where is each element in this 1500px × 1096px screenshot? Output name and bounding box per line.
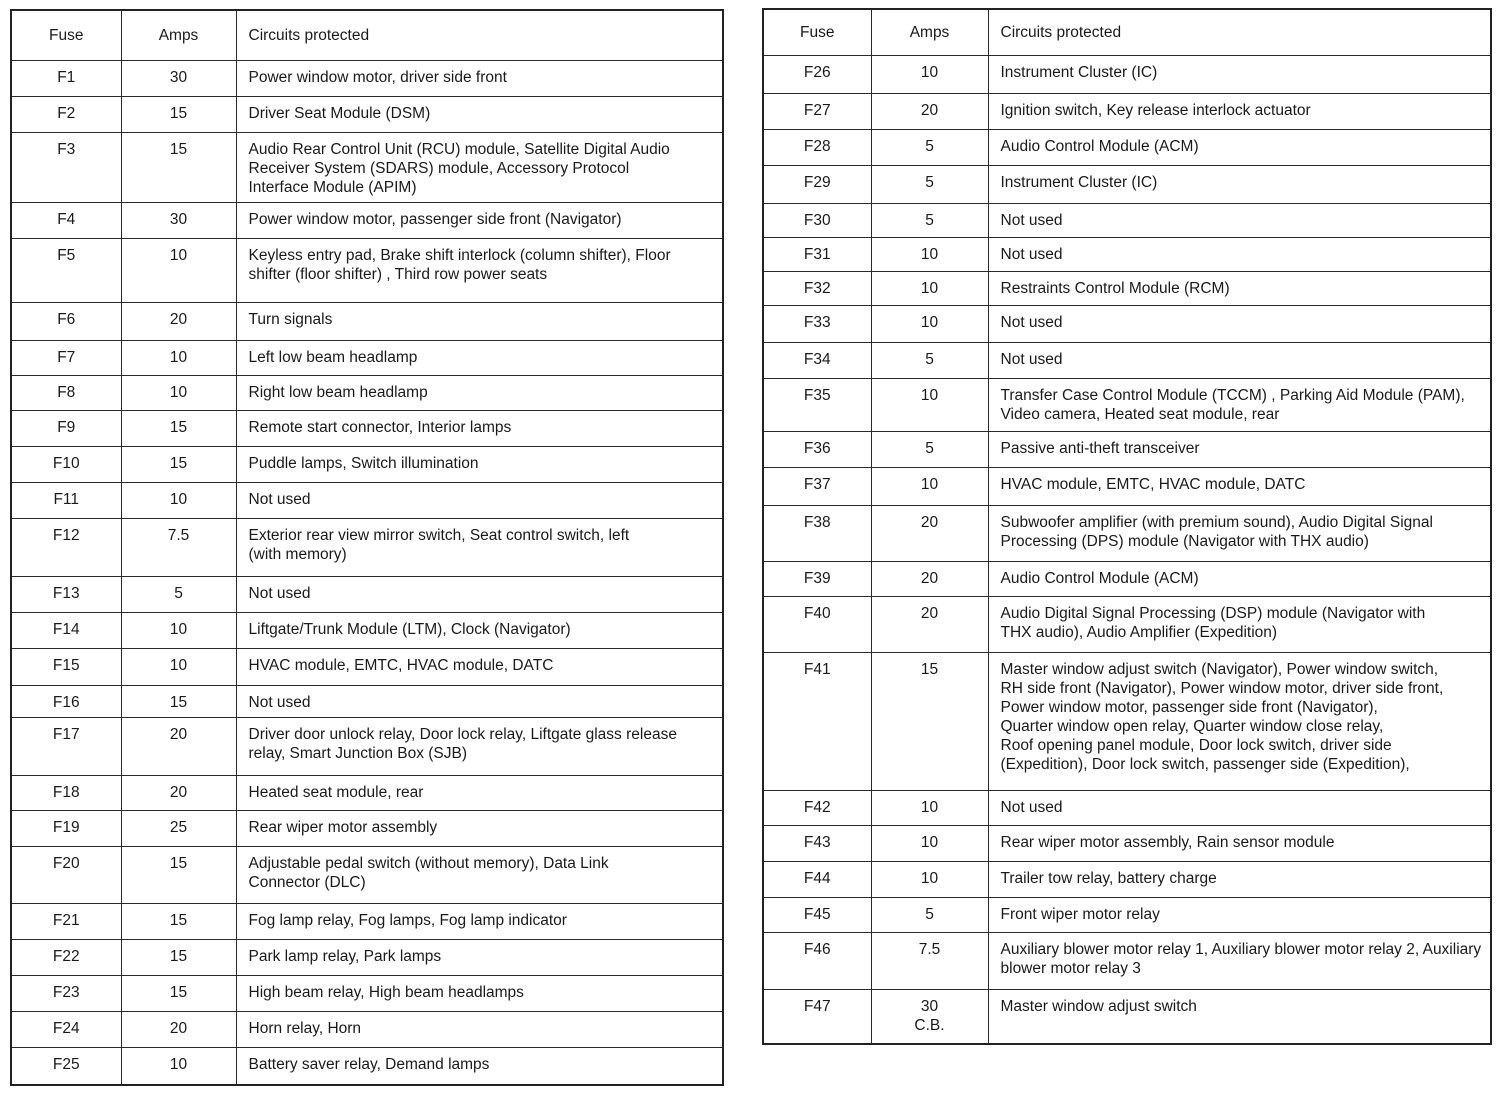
circuits-cell: Adjustable pedal switch (without memory), Data Link Connector (DLC) (236, 846, 723, 903)
amps-cell: 15 (121, 903, 236, 939)
header-circuits: Circuits protected (988, 9, 1491, 55)
table-row (11, 775, 723, 810)
amps-cell: 10 (871, 271, 988, 305)
circuits-cell: Audio Control Module (ACM) (988, 129, 1491, 165)
table-row (11, 482, 723, 518)
amps-cell: 30 (121, 202, 236, 238)
fuse-cell: F36 (763, 431, 871, 467)
fuse-cell: F14 (11, 612, 121, 648)
table-row (763, 652, 1491, 790)
circuits-cell: Ignition switch, Key release interlock actuator (988, 93, 1491, 129)
circuits-cell: Not used (988, 342, 1491, 378)
table-row (763, 342, 1491, 378)
circuits-cell: Auxiliary blower motor relay 1, Auxiliary blower motor relay 2, Auxiliary blower motor relay 3 (988, 932, 1491, 989)
fuse-cell: F22 (11, 939, 121, 975)
amps-cell: 20 (871, 561, 988, 596)
amps-cell: 15 (121, 846, 236, 903)
table-row (763, 825, 1491, 861)
amps-cell: 20 (121, 1011, 236, 1047)
amps-cell: 10 (871, 305, 988, 342)
fuse-cell: F24 (11, 1011, 121, 1047)
table-row (763, 237, 1491, 271)
table-row (11, 975, 723, 1011)
fuse-cell: F47 (763, 989, 871, 1044)
amps-cell: 20 (121, 717, 236, 775)
amps-cell: 10 (871, 237, 988, 271)
fuse-cell: F42 (763, 790, 871, 825)
amps-cell: 10 (121, 238, 236, 302)
amps-cell: 7.5 (121, 518, 236, 576)
fuse-cell: F19 (11, 810, 121, 846)
circuits-cell: Restraints Control Module (RCM) (988, 271, 1491, 305)
amps-cell: 5 (871, 897, 988, 932)
circuits-cell: Transfer Case Control Module (TCCM) , Parking Aid Module (PAM), Video camera, Heated seat module, rear (988, 378, 1491, 431)
table-row (11, 410, 723, 446)
circuits-cell: Park lamp relay, Park lamps (236, 939, 723, 975)
circuits-cell: Passive anti-theft transceiver (988, 431, 1491, 467)
table-row (11, 60, 723, 96)
fuse-cell: F15 (11, 648, 121, 685)
amps-cell: 10 (871, 790, 988, 825)
circuits-cell: Rear wiper motor assembly (236, 810, 723, 846)
fuse-cell: F3 (11, 132, 121, 202)
fuse-cell: F7 (11, 340, 121, 375)
circuits-cell: Remote start connector, Interior lamps (236, 410, 723, 446)
amps-cell: 5 (871, 342, 988, 378)
fuse-cell: F18 (11, 775, 121, 810)
fuse-cell: F25 (11, 1047, 121, 1085)
circuits-cell: Exterior rear view mirror switch, Seat control switch, left (with memory) (236, 518, 723, 576)
circuits-cell: Driver door unlock relay, Door lock relay, Liftgate glass release relay, Smart Junction Box (SJB) (236, 717, 723, 775)
circuits-cell: Left low beam headlamp (236, 340, 723, 375)
amps-cell: 10 (121, 482, 236, 518)
circuits-cell: Turn signals (236, 302, 723, 340)
circuits-cell: Driver Seat Module (DSM) (236, 96, 723, 132)
fuse-table-right (762, 8, 1492, 1045)
circuits-cell: Audio Control Module (ACM) (988, 561, 1491, 596)
circuits-cell: Not used (988, 305, 1491, 342)
amps-cell: 10 (121, 340, 236, 375)
amps-cell: 5 (871, 203, 988, 237)
circuits-cell: Front wiper motor relay (988, 897, 1491, 932)
amps-cell: 10 (871, 467, 988, 505)
table-row (11, 375, 723, 410)
amps-cell: 25 (121, 810, 236, 846)
table-row (763, 861, 1491, 897)
circuits-cell: Subwoofer amplifier (with premium sound), Audio Digital Signal Processing (DPS) module (Navigator with THX audio) (988, 505, 1491, 561)
table-row (11, 612, 723, 648)
fuse-cell: F45 (763, 897, 871, 932)
circuits-cell: Puddle lamps, Switch illumination (236, 446, 723, 482)
amps-cell: 10 (121, 648, 236, 685)
circuits-cell: HVAC module, EMTC, HVAC module, DATC (988, 467, 1491, 505)
table-row (11, 1047, 723, 1085)
fuse-cell: F38 (763, 505, 871, 561)
table-row (11, 648, 723, 685)
table-row (763, 561, 1491, 596)
fuse-cell: F43 (763, 825, 871, 861)
amps-cell: 5 (871, 165, 988, 203)
circuits-cell: Battery saver relay, Demand lamps (236, 1047, 723, 1085)
table-row (11, 903, 723, 939)
table-row (11, 518, 723, 576)
fuse-cell: F40 (763, 596, 871, 652)
fuse-table-left (10, 9, 724, 1086)
amps-cell: 7.5 (871, 932, 988, 989)
circuits-cell: Not used (236, 576, 723, 612)
header-fuse: Fuse (11, 10, 121, 60)
circuits-cell: Right low beam headlamp (236, 375, 723, 410)
fuse-cell: F34 (763, 342, 871, 378)
circuits-cell: Instrument Cluster (IC) (988, 165, 1491, 203)
table-row (11, 238, 723, 302)
header-amps: Amps (121, 10, 236, 60)
fuse-cell: F6 (11, 302, 121, 340)
table-row (763, 989, 1491, 1044)
fuse-cell: F12 (11, 518, 121, 576)
fuse-cell: F17 (11, 717, 121, 775)
fuse-cell: F44 (763, 861, 871, 897)
circuits-cell: Master window adjust switch (988, 989, 1491, 1044)
amps-cell: 10 (121, 1047, 236, 1085)
amps-cell: 10 (871, 861, 988, 897)
table-row (763, 897, 1491, 932)
fuse-cell: F20 (11, 846, 121, 903)
table-row (11, 810, 723, 846)
circuits-cell: Horn relay, Horn (236, 1011, 723, 1047)
circuits-cell: Keyless entry pad, Brake shift interlock (column shifter), Floor shifter (floor shifter) , Third row power seats (236, 238, 723, 302)
fuse-cell: F21 (11, 903, 121, 939)
table-row (763, 932, 1491, 989)
circuits-cell: Power window motor, driver side front (236, 60, 723, 96)
table-header-row (763, 9, 1491, 55)
amps-cell: 15 (121, 975, 236, 1011)
circuits-cell: Audio Rear Control Unit (RCU) module, Satellite Digital Audio Receiver System (SDARS) module, Accessory Protocol Interface Module (APIM) (236, 132, 723, 202)
circuits-cell: High beam relay, High beam headlamps (236, 975, 723, 1011)
table-row (11, 685, 723, 717)
amps-cell: 20 (121, 302, 236, 340)
fuse-cell: F4 (11, 202, 121, 238)
amps-cell: 30 C.B. (871, 989, 988, 1044)
table-row (763, 378, 1491, 431)
table-row (11, 939, 723, 975)
table-row (763, 431, 1491, 467)
amps-cell: 10 (121, 612, 236, 648)
amps-cell: 20 (871, 93, 988, 129)
fuse-cell: F31 (763, 237, 871, 271)
table-row (11, 340, 723, 375)
fuse-cell: F30 (763, 203, 871, 237)
circuits-cell: Liftgate/Trunk Module (LTM), Clock (Navigator) (236, 612, 723, 648)
circuits-cell: Not used (988, 237, 1491, 271)
amps-cell: 20 (871, 596, 988, 652)
table-row (11, 846, 723, 903)
table-row (11, 202, 723, 238)
header-circuits: Circuits protected (236, 10, 723, 60)
circuits-cell: Not used (988, 203, 1491, 237)
circuits-cell: Heated seat module, rear (236, 775, 723, 810)
amps-cell: 10 (871, 378, 988, 431)
fuse-cell: F28 (763, 129, 871, 165)
circuits-cell: Master window adjust switch (Navigator), Power window switch, RH side front (Navigator), Power window motor, driver side front, Power window motor, passenger side front (Navigator), Quarter window open relay, Quarter window close relay, Roof opening panel module, Door lock switch, driver side (Expedition), Door lock switch, passenger side (Expedition), (988, 652, 1491, 790)
amps-cell: 15 (121, 939, 236, 975)
circuits-cell: Power window motor, passenger side front (Navigator) (236, 202, 723, 238)
fuse-cell: F39 (763, 561, 871, 596)
table-row (11, 576, 723, 612)
amps-cell: 10 (871, 825, 988, 861)
amps-cell: 15 (121, 132, 236, 202)
table-row (11, 446, 723, 482)
fuse-cell: F37 (763, 467, 871, 505)
table-row (11, 302, 723, 340)
fuse-cell: F29 (763, 165, 871, 203)
circuits-cell: Instrument Cluster (IC) (988, 55, 1491, 93)
header-fuse: Fuse (763, 9, 871, 55)
table-row (763, 203, 1491, 237)
amps-cell: 30 (121, 60, 236, 96)
fuse-cell: F33 (763, 305, 871, 342)
fuse-cell: F35 (763, 378, 871, 431)
fuse-cell: F5 (11, 238, 121, 302)
amps-cell: 15 (121, 446, 236, 482)
table-row (763, 596, 1491, 652)
table-row (763, 305, 1491, 342)
fuse-cell: F41 (763, 652, 871, 790)
fuse-cell: F13 (11, 576, 121, 612)
amps-cell: 15 (121, 96, 236, 132)
fuse-cell: F10 (11, 446, 121, 482)
amps-cell: 5 (121, 576, 236, 612)
circuits-cell: Not used (236, 685, 723, 717)
fuse-cell: F9 (11, 410, 121, 446)
circuits-cell: Not used (236, 482, 723, 518)
table-header-row (11, 10, 723, 60)
amps-cell: 15 (121, 410, 236, 446)
circuits-cell: Trailer tow relay, battery charge (988, 861, 1491, 897)
fuse-cell: F27 (763, 93, 871, 129)
circuits-cell: Fog lamp relay, Fog lamps, Fog lamp indicator (236, 903, 723, 939)
amps-cell: 5 (871, 129, 988, 165)
table-row (763, 129, 1491, 165)
amps-cell: 20 (871, 505, 988, 561)
table-row (11, 1011, 723, 1047)
header-amps: Amps (871, 9, 988, 55)
fuse-cell: F2 (11, 96, 121, 132)
circuits-cell: Audio Digital Signal Processing (DSP) module (Navigator with THX audio), Audio Amplifier (Expedition) (988, 596, 1491, 652)
fuse-cell: F46 (763, 932, 871, 989)
table-row (763, 467, 1491, 505)
circuits-cell: Rear wiper motor assembly, Rain sensor module (988, 825, 1491, 861)
amps-cell: 15 (871, 652, 988, 790)
table-row (11, 96, 723, 132)
amps-cell: 10 (871, 55, 988, 93)
fuse-cell: F32 (763, 271, 871, 305)
amps-cell: 10 (121, 375, 236, 410)
fuse-cell: F16 (11, 685, 121, 717)
fuse-cell: F23 (11, 975, 121, 1011)
circuits-cell: Not used (988, 790, 1491, 825)
fuse-cell: F26 (763, 55, 871, 93)
table-row (11, 717, 723, 775)
amps-cell: 5 (871, 431, 988, 467)
amps-cell: 15 (121, 685, 236, 717)
table-row (763, 790, 1491, 825)
table-row (763, 271, 1491, 305)
table-row (763, 93, 1491, 129)
table-row (763, 505, 1491, 561)
fuse-cell: F11 (11, 482, 121, 518)
table-row (763, 55, 1491, 93)
amps-cell: 20 (121, 775, 236, 810)
table-row (11, 132, 723, 202)
circuits-cell: HVAC module, EMTC, HVAC module, DATC (236, 648, 723, 685)
fuse-cell: F1 (11, 60, 121, 96)
table-row (763, 165, 1491, 203)
fuse-cell: F8 (11, 375, 121, 410)
